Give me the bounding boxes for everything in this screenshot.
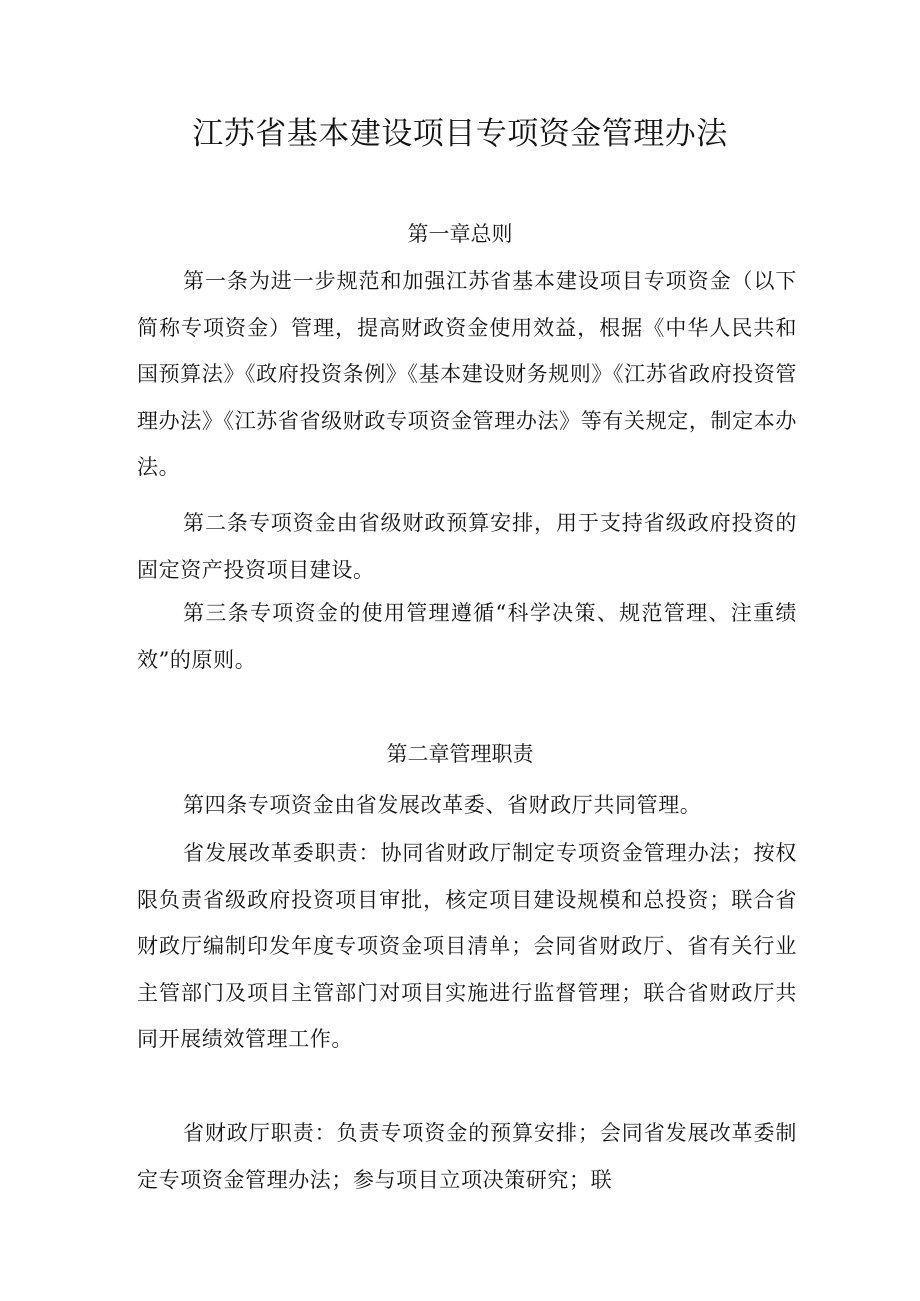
chapter-heading: 第一章总则 [407,222,513,246]
document-title: 江苏省基本建设项目专项资金管理办法 [192,116,728,152]
ndrc-duties-paragraph: 省发展改革委职责：协同省财政厅制定专项资金管理办法；按权限负责省级政府投资项目审批，核定项目建设规模和总投资；联合省财政厅编制印发年度专项资金项目清单；会同省财政厅、省有关行业主管部门及项目主管部门对项目实施进行监督管理；联合省财政厅共同开展绩效管理工作。 [137,841,797,1051]
finance-duties-paragraph: 省财政厅职责：负责专项资金的预算安排；会同省发展改革委制定专项资金管理办法；参与项目立项决策研究；联 [137,1121,797,1192]
article-3: 第三条专项资金的使用管理遵循“科学决策、规范管理、注重绩效”的原则。 [137,601,797,672]
article-4: 第四条专项资金由省发展改革委、省财政厅共同管理。 [183,793,702,817]
chapter-heading: 第二章管理职责 [386,742,534,766]
article-2: 第二条专项资金由省级财政预算安排，用于支持省级政府投资的固定资产投资项目建设。 [137,511,797,582]
article-1: 第一条为进一步规范和加强江苏省基本建设项目专项资金（以下简称专项资金）管理，提高财政资金使用效益，根据《中华人民共和国预算法》《政府投资条例》《基本建设财务规则》《江苏省政府投资管理办法》《江苏省省级财政专项资金管理办法》等有关规定，制定本办法。 [137,269,797,479]
